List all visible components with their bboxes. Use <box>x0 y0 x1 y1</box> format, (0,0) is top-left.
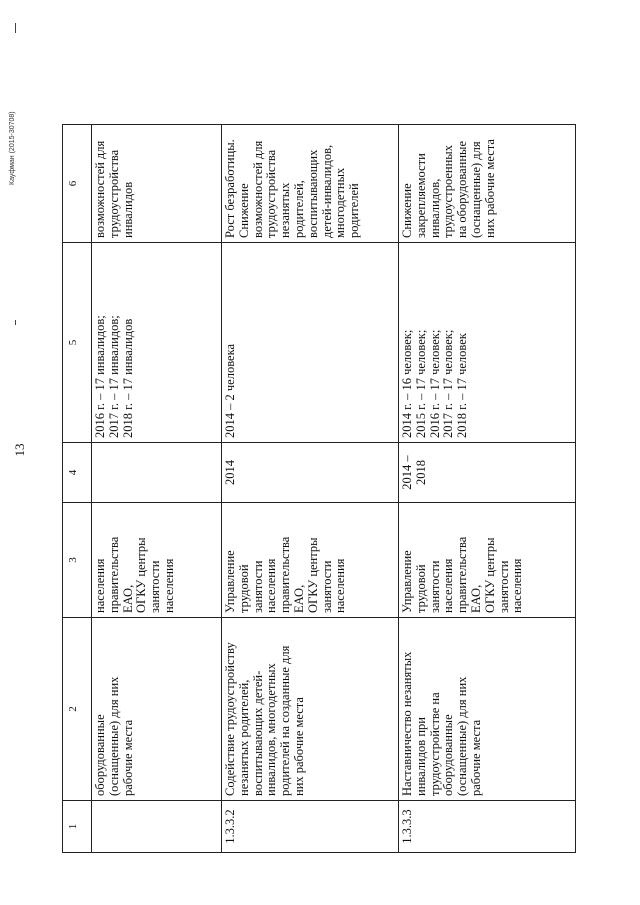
header-col-4: 4 <box>63 443 92 503</box>
cell-line: 2018 <box>413 460 428 485</box>
cell-name <box>92 618 222 801</box>
cell-executor <box>399 503 576 618</box>
cell-risk <box>399 125 576 243</box>
cell-line: 2014 – 2 человека <box>223 343 237 438</box>
cell-risk <box>222 125 399 243</box>
cell-line: правительства <box>455 536 470 613</box>
cell-period <box>399 443 576 503</box>
cell-line: оборудованные <box>93 714 107 796</box>
cell-name <box>222 618 399 801</box>
cell-line: родителей на созданные для <box>278 645 293 796</box>
cell-line: занятости <box>319 560 334 613</box>
cell-line: занятости <box>148 560 163 613</box>
page-number: 13 <box>12 443 27 457</box>
cell-result <box>399 243 576 443</box>
cell-num: 1.3.3.2 <box>222 801 399 853</box>
cell-name <box>399 618 576 801</box>
cell-line: незанятых родителей, <box>236 679 251 796</box>
document-stamp: Кауфман (2015-30708) <box>9 111 16 185</box>
cell-line: инвалидов при <box>413 717 428 796</box>
cell-line: 2017 г. – 17 человек; <box>441 329 456 438</box>
cell-line: родителей, <box>291 180 306 238</box>
cell-line: трудоустроенных <box>441 145 456 238</box>
header-row <box>63 125 92 853</box>
cell-line: населения <box>161 558 176 613</box>
cell-line: ОГКУ центры <box>305 537 320 613</box>
cell-line: инвалидов <box>120 181 135 238</box>
header-col-3: 3 <box>63 503 92 618</box>
cell-line: занятости <box>250 560 265 613</box>
margin-mark <box>15 23 16 33</box>
cell-line: трудовой <box>236 564 251 613</box>
cell-line: трудовой <box>413 564 428 613</box>
cell-line: рабочие места <box>468 719 483 796</box>
cell-line: на оборудованные <box>455 141 470 238</box>
cell-line: трудоустройстве на <box>427 692 442 796</box>
cell-line: населения <box>93 558 107 613</box>
cell-line: Управление <box>223 550 237 613</box>
cell-line: незанятых <box>278 182 293 238</box>
cell-line: воспитывающих <box>305 149 320 238</box>
cell-line: Рост безработицы. <box>223 139 237 238</box>
cell-line: ЕАО, <box>468 584 483 613</box>
table-row <box>222 125 399 853</box>
cell-line: правительства <box>278 536 293 613</box>
plan-table <box>62 124 576 853</box>
table-row <box>92 125 222 853</box>
cell-line: Управление <box>400 550 414 613</box>
cell-line: 2015 г. – 17 человек; <box>413 329 428 438</box>
cell-line: воспитывающих детей- <box>250 670 265 796</box>
header-col-5: 5 <box>63 243 92 443</box>
cell-line: занятости <box>427 560 442 613</box>
header-col-2: 2 <box>63 618 92 801</box>
cell-line: ОГКУ центры <box>482 537 497 613</box>
cell-line: Снижение <box>236 183 251 238</box>
cell-line: (оснащенные) для <box>468 141 483 238</box>
header-col-6: 6 <box>63 125 92 243</box>
cell-line: правительства <box>106 536 121 613</box>
cell-line: населения <box>333 558 348 613</box>
cell-executor <box>92 503 222 618</box>
cell-line: (оснащенные) для них <box>106 676 121 796</box>
cell-line: ЕАО, <box>291 584 306 613</box>
cell-line: Наставничество незанятых <box>400 651 414 796</box>
cell-line: 2016 г. – 17 человек; <box>427 329 442 438</box>
cell-line: трудоустройства <box>106 149 121 238</box>
cell-num: 1.3.3.3 <box>399 801 576 853</box>
cell-line: 2017 г. – 17 инвалидов; <box>106 315 121 438</box>
cell-line: 2018 г. – 17 инвалидов <box>120 318 135 438</box>
margin-mark <box>15 320 16 325</box>
cell-line: населения <box>510 558 525 613</box>
cell-executor <box>222 503 399 618</box>
cell-line: возможностей для <box>93 140 107 238</box>
cell-line: возможностей для <box>250 140 265 238</box>
cell-line: родителей <box>347 183 362 238</box>
cell-result <box>222 243 399 443</box>
cell-line: инвалидов, многодетных <box>264 663 279 796</box>
cell-line: 2018 г. – 17 человек <box>455 333 470 438</box>
cell-line: ЕАО, <box>120 584 135 613</box>
cell-line: населения <box>441 558 456 613</box>
cell-line: Снижение <box>400 183 414 238</box>
cell-line: населения <box>264 558 279 613</box>
cell-line: рабочие места <box>120 719 135 796</box>
cell-line: оборудованные <box>441 714 456 796</box>
cell-risk <box>92 125 222 243</box>
cell-line: трудоустройства <box>264 149 279 238</box>
cell-line: закрепляемости <box>413 153 428 238</box>
table-row <box>399 125 576 853</box>
cell-line: Содействие трудоустройству <box>223 642 237 796</box>
cell-line: 2016 г. – 17 инвалидов; <box>93 315 107 438</box>
cell-result <box>92 243 222 443</box>
cell-line: них рабочие места <box>291 697 306 796</box>
cell-num <box>92 801 222 853</box>
header-col-1: 1 <box>63 801 92 853</box>
cell-line: детей-инвалидов, <box>319 144 334 238</box>
cell-line: них рабочие места <box>482 139 497 238</box>
cell-line: занятости <box>496 560 511 613</box>
cell-line: (оснащенные) для них <box>455 676 470 796</box>
cell-line: 2014 – <box>400 455 414 490</box>
cell-line: многодетных <box>333 167 348 238</box>
cell-period <box>222 443 399 503</box>
cell-line: 2014 г. – 16 человек; <box>400 329 414 438</box>
cell-line: инвалидов, <box>427 178 442 238</box>
cell-line: ОГКУ центры <box>134 537 149 613</box>
cell-line: 2014 <box>223 460 237 485</box>
cell-period <box>92 443 222 503</box>
